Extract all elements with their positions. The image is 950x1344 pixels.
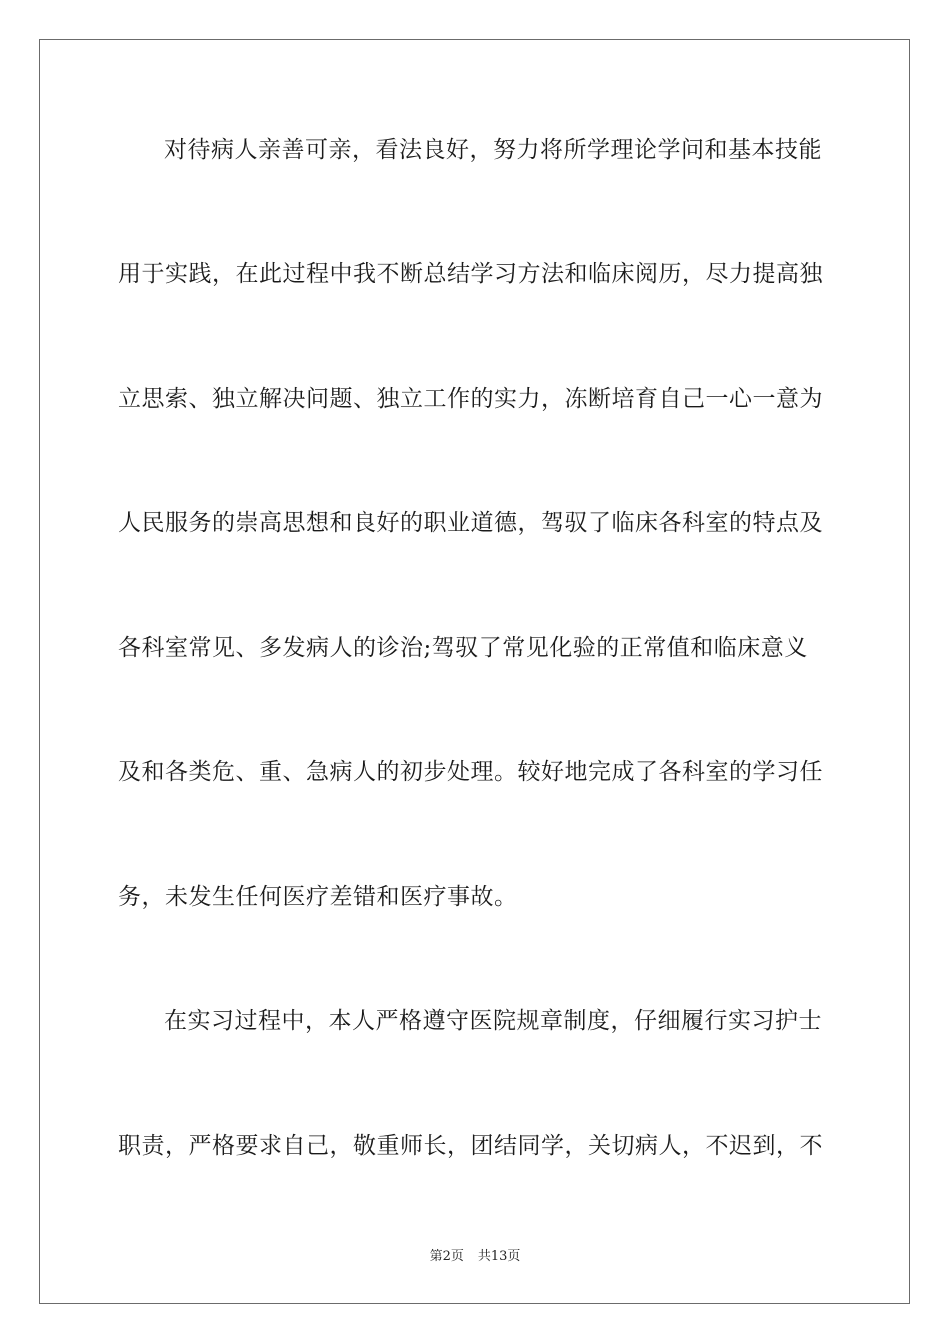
page-border [39, 39, 910, 1304]
text-line: 对待病人亲善可亲，看法良好，努力将所学理论学问和基本技能 [164, 137, 822, 163]
page-total: 共13页 [477, 1249, 521, 1264]
page-footer [0, 1248, 950, 1266]
text-line: 务，未发生任何医疗差错和医疗事故。 [118, 884, 518, 910]
text-line: 各科室常见、多发病人的诊治;驾驭了常见化验的正常值和临床意义 [118, 635, 808, 661]
text-line: 用于实践，在此过程中我不断总结学习方法和临床阅历，尽力提高独 [118, 261, 823, 287]
text-line: 人民服务的崇高思想和良好的职业道德，驾驭了临床各科室的特点及 [118, 510, 823, 536]
text-line: 及和各类危、重、急病人的初步处理。较好地完成了各科室的学习任 [118, 759, 823, 785]
text-line: 职责，严格要求自己，敬重师长，团结同学，关切病人，不迟到，不 [118, 1133, 823, 1159]
text-line: 在实习过程中，本人严格遵守医院规章制度，仔细履行实习护士 [164, 1008, 822, 1034]
page-number: 第2页 [429, 1249, 464, 1264]
text-line: 立思索、独立解决问题、独立工作的实力，冻断培育自己一心一意为 [118, 386, 823, 412]
